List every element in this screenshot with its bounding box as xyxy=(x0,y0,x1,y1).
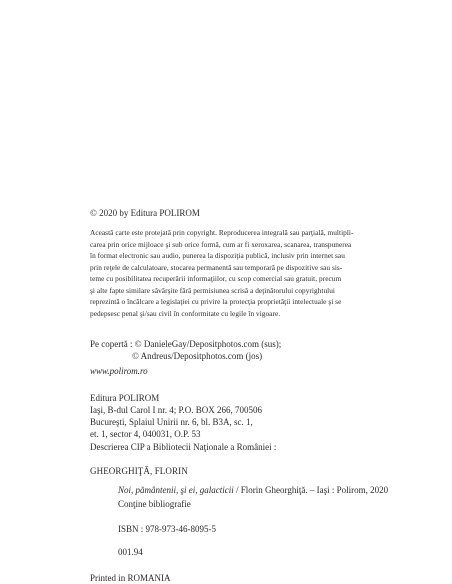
publisher-website: www.polirom.ro xyxy=(90,366,148,376)
notice-line: teme cu posibilitatea recuperării informaţiilor, cu scop comercial sau gratuit, precum xyxy=(90,274,342,283)
publisher-name: Editura POLIROM xyxy=(90,393,160,403)
cip-details: / Florin Gheorghiţă. – Iaşi : Polirom, 2020 xyxy=(233,485,389,495)
cip-classification: 001.94 xyxy=(118,547,143,557)
address-line: Bucureşti, Splaiul Unirii nr. 6, bl. B3A, sc. 1, xyxy=(90,417,253,427)
cip-isbn: ISBN : 978-973-46-8095-5 xyxy=(118,524,216,534)
cip-author: GHEORGHIŢĂ, FLORIN xyxy=(90,466,188,476)
cover-credit-1: Pe copertă : © DanieleGay/Depositphotos.com (sus); xyxy=(90,339,282,349)
notice-line: carea prin orice mijloace şi sub orice formă, cum ar fi xeroxarea, scanarea, transpunerea xyxy=(90,239,352,249)
address-line: Iaşi, B-dul Carol I nr. 4; P.O. BOX 266, 700506 xyxy=(90,405,262,415)
cip-bibliography: Conţine bibliografie xyxy=(118,499,191,509)
notice-line: prin reţele de calculatoare, stocarea permanentă sau temporară pe dispozitive sau sis- xyxy=(90,262,343,272)
copyright-notice xyxy=(90,227,370,319)
cip-title-line xyxy=(118,484,388,496)
cover-credit-2: © Andreus/Depositphotos.com (jos) xyxy=(132,351,263,361)
notice-line: Această carte este protejată prin copyright. Reproducerea integrală sau parţială, multipli- xyxy=(90,228,354,237)
notice-line: în format electronic sau audio, punerea la dispoziţia publică, inclusiv prin internet sau xyxy=(90,251,345,260)
notice-line: şi alte fapte similare săvârşite fără permisiunea scrisă a deţinătorului copyrightului xyxy=(90,285,336,295)
publisher-address xyxy=(90,392,262,440)
cip-heading: Descrierea CIP a Bibliotecii Naţionale a României : xyxy=(90,442,277,452)
cip-title: Noi, pământenii, şi ei, galacticii xyxy=(118,485,234,495)
copyright-line: © 2020 by Editura POLIROM xyxy=(90,208,200,218)
notice-line: reprezintă o încălcare a legislaţiei cu privire la protecţia proprietăţii intelectuale şi se xyxy=(90,297,342,306)
cover-credits xyxy=(90,338,281,362)
address-line: et. 1, sector 4, 040031, O.P. 53 xyxy=(90,429,201,439)
notice-line: pedepsesc penal şi/sau civil în conformitate cu legile în vigoare. xyxy=(90,308,281,318)
printed-in: Printed in ROMANIA xyxy=(90,573,171,583)
